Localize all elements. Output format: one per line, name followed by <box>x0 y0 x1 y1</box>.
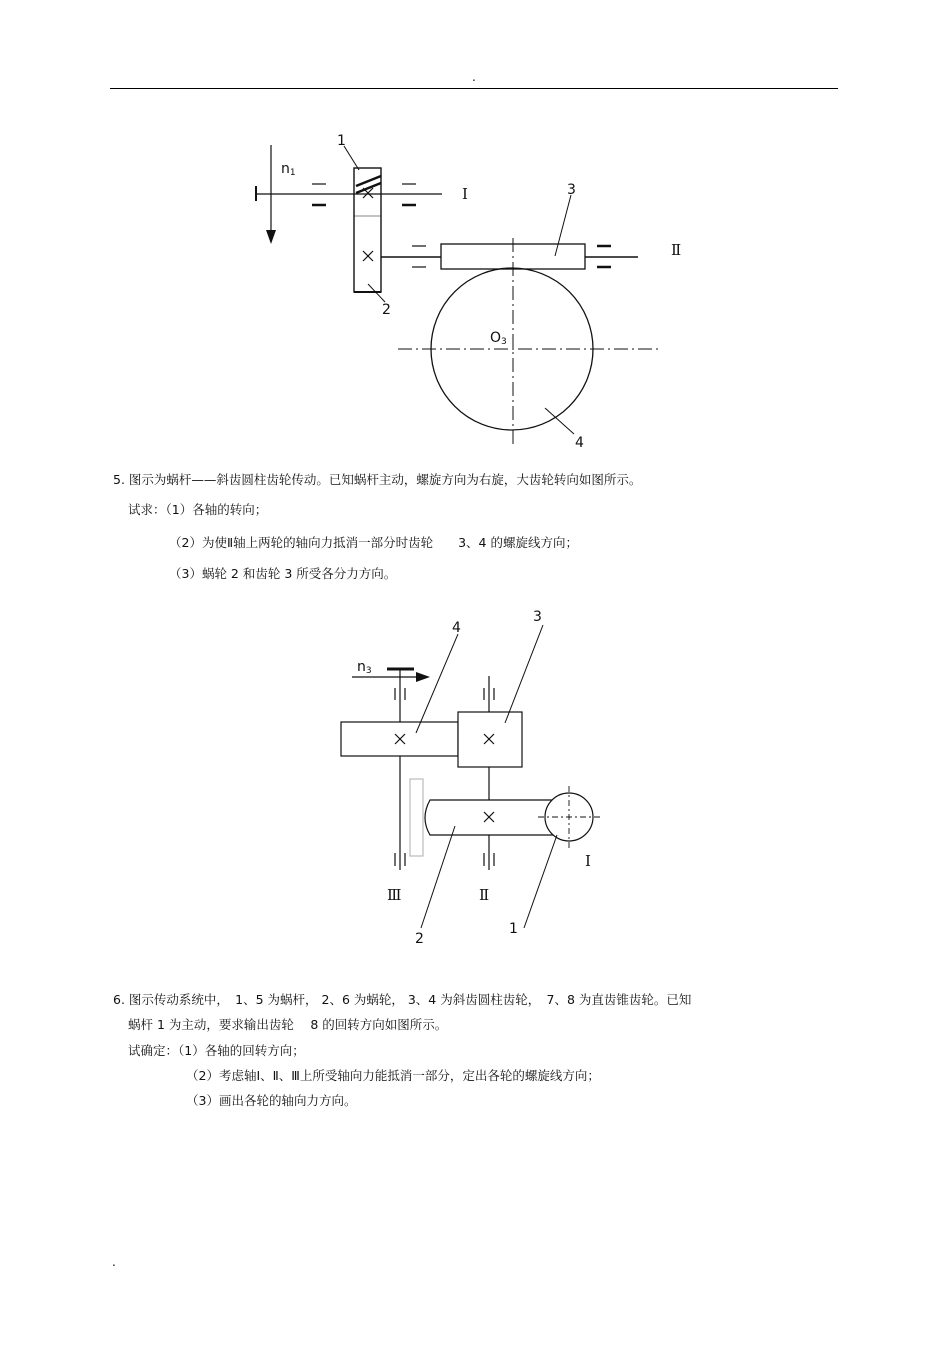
n3-label: n3 <box>357 659 372 676</box>
part-3-label: 3 <box>533 609 542 625</box>
leader-2 <box>421 826 455 928</box>
problem-5-line-4: （3）蜗轮 2 和齿轮 3 所受各分力方向。 <box>169 566 397 581</box>
header-mark: . <box>472 70 476 84</box>
problem-5-line-3: （2）为使Ⅱ轴上两轮的轴向力抵消一部分时齿轮 3、4 的螺旋线方向； <box>169 535 578 550</box>
shaft-1-label: Ⅰ <box>585 852 591 870</box>
figure-2-gear-train <box>0 600 950 950</box>
n1-arrow-head <box>266 230 276 244</box>
problem-6-line-3: 试确定：（1）各轴的回转方向； <box>128 1043 305 1058</box>
part-4-label: 4 <box>452 620 461 636</box>
shaft-3-label: Ⅲ <box>387 886 402 904</box>
n1-label: n1 <box>281 161 296 178</box>
problem-6-line-2: 蜗杆 1 为主动，要求输出齿轮 8 的回转方向如图所示。 <box>128 1017 448 1032</box>
part-3-label: 3 <box>567 182 576 198</box>
shaft-1-label: Ⅰ <box>462 185 468 203</box>
problem-6-line-4: （2）考虑轴Ⅰ、Ⅱ、Ⅲ上所受轴向力能抵消一部分，定出各轮的螺旋线方向； <box>186 1068 600 1083</box>
shaft-2-label: Ⅱ <box>671 241 682 259</box>
n3-arrow-head <box>416 672 430 682</box>
worm-wheel-2-body <box>354 168 381 292</box>
worm-wheel-2-body <box>425 800 560 835</box>
part-2-label: 2 <box>415 931 424 947</box>
leader-3 <box>505 625 543 723</box>
problem-5-line-2: 试求：（1）各轴的转向； <box>128 502 268 517</box>
part-2-label: 2 <box>382 302 391 318</box>
figure-1-worm-helical-drive <box>0 0 950 470</box>
center-o3-label: O3 <box>490 330 507 347</box>
problem-6-line-5: （3）画出各轮的轴向力方向。 <box>186 1093 357 1108</box>
leader-1 <box>344 146 359 170</box>
problem-5-line-1: 5. 图示为蜗杆——斜齿圆柱齿轮传动。已知蜗杆主动，螺旋方向为右旋，大齿轮转向如图所示。 <box>113 472 642 487</box>
leader-1 <box>524 835 557 928</box>
part-1-label: 1 <box>509 921 518 937</box>
problem-6-line-1: 6. 图示传动系统中， 1、5 为蜗杆， 2、6 为蜗轮， 3、4 为斜齿圆柱齿轮， 7、8 为直齿锥齿轮。已知 <box>113 992 692 1007</box>
footer-mark: . <box>112 1255 116 1269</box>
leader-4 <box>416 634 458 733</box>
part-4-label: 4 <box>575 435 584 451</box>
part-1-label: 1 <box>337 133 346 149</box>
side-plate <box>410 779 423 856</box>
shaft-2-label: Ⅱ <box>479 886 490 904</box>
